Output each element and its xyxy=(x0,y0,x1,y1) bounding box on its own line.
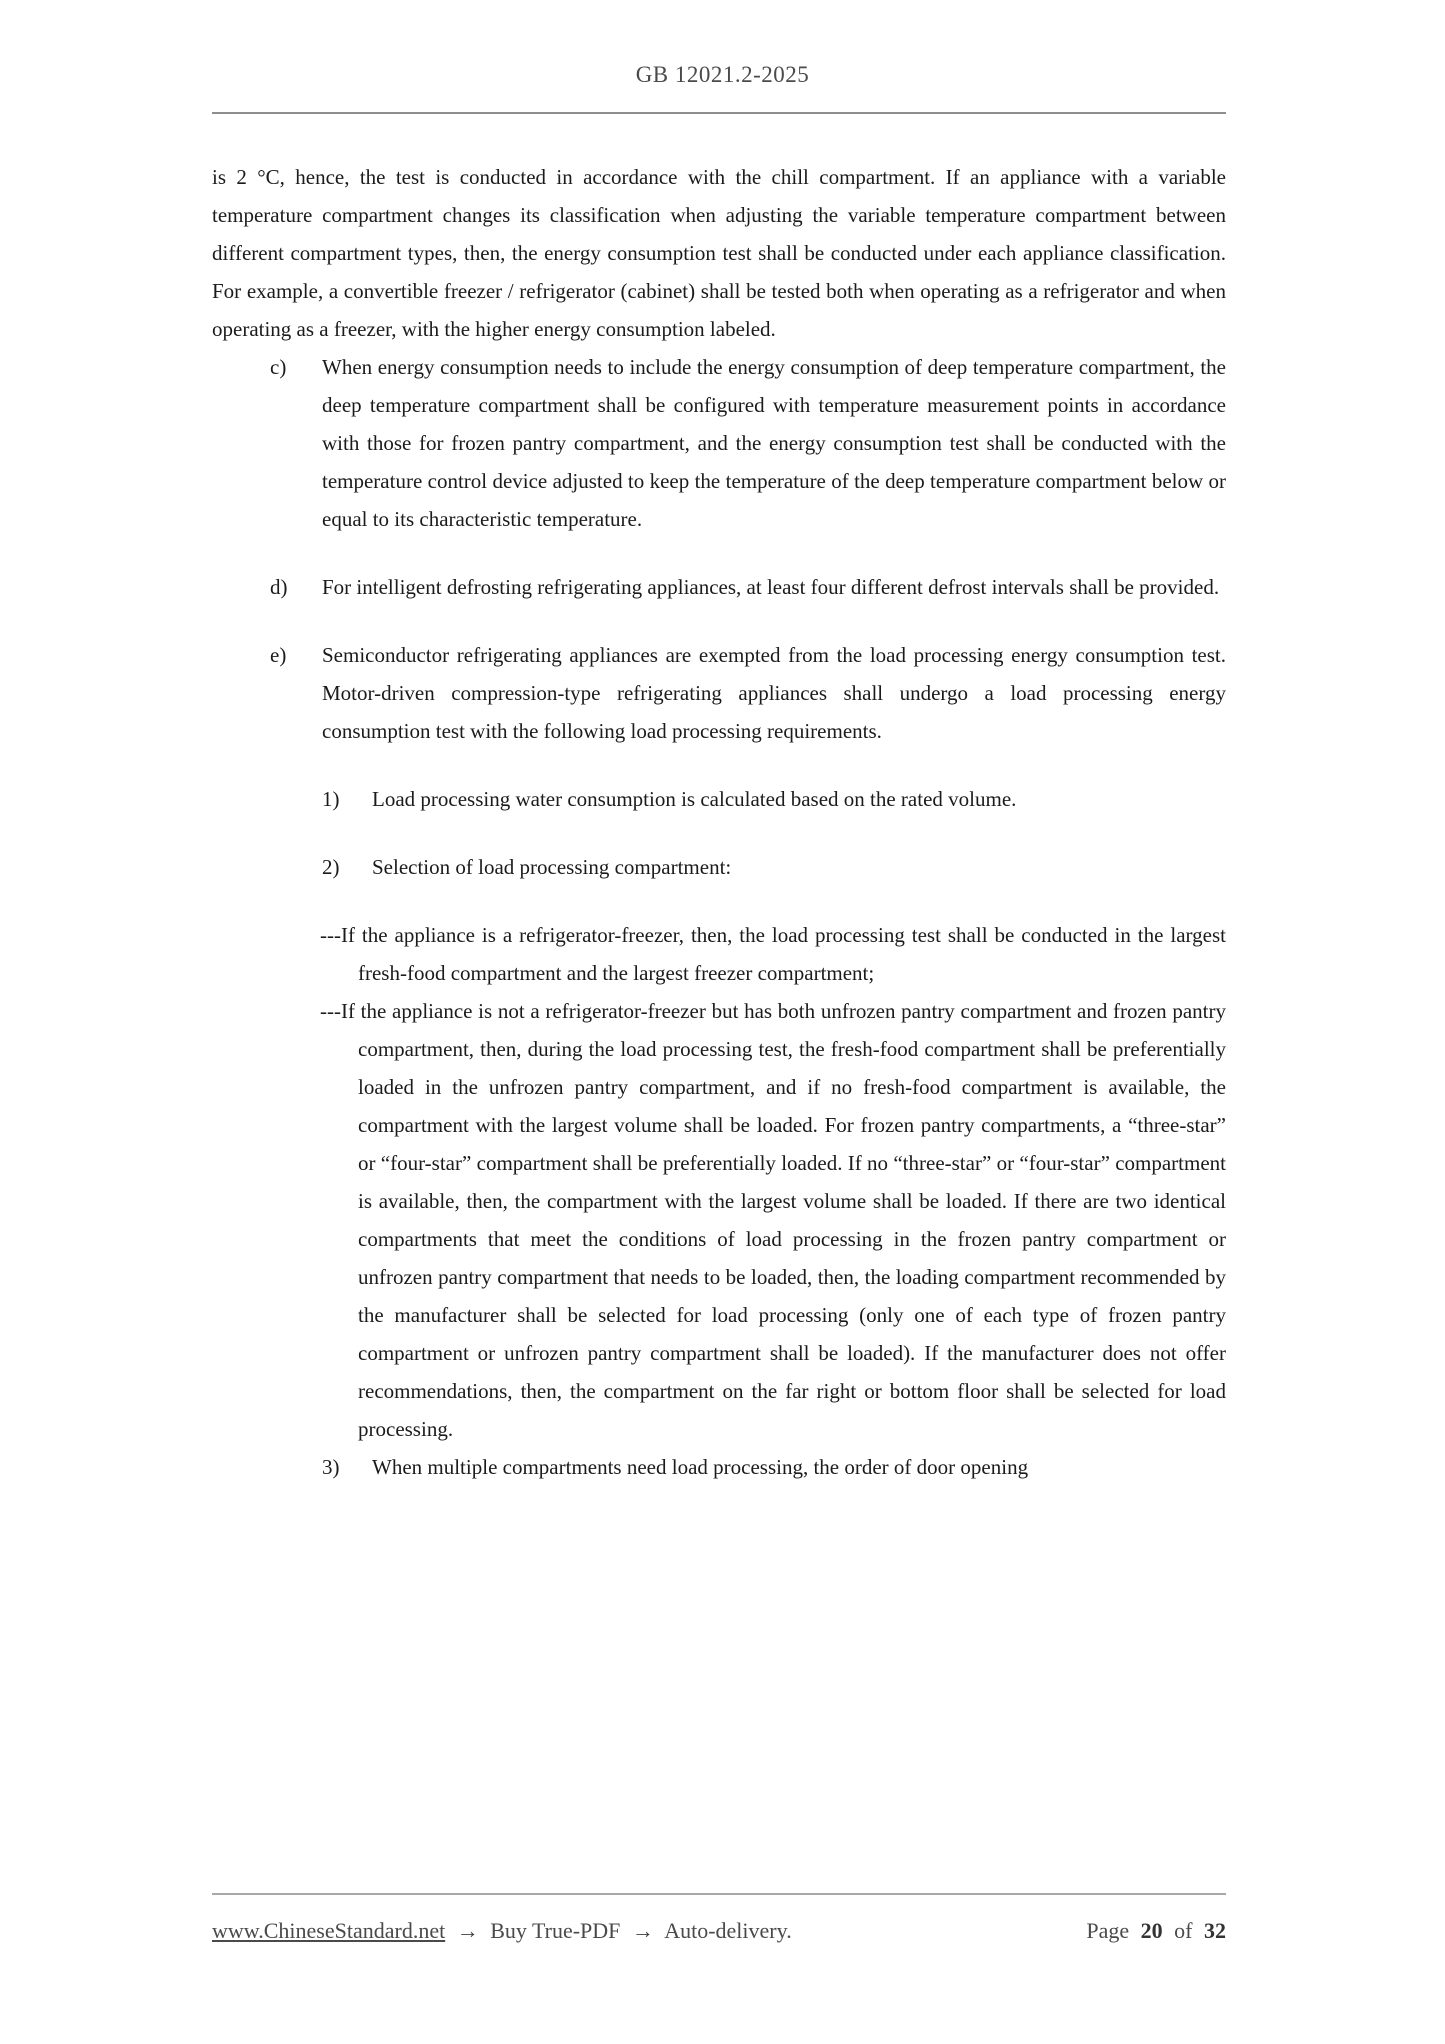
list-item-label: c) xyxy=(270,355,287,379)
of-label: of xyxy=(1174,1918,1193,1943)
website-link[interactable]: www.ChineseStandard.net xyxy=(212,1918,446,1943)
right-arrow-icon: → xyxy=(456,1918,479,1943)
right-arrow-icon: → xyxy=(631,1918,654,1943)
list-item-label: d) xyxy=(270,575,288,599)
sub-item-label: 2) xyxy=(322,855,340,879)
header-rule xyxy=(212,112,1226,114)
delivery-text: Auto-delivery. xyxy=(664,1918,792,1943)
list-item-d xyxy=(212,568,1226,606)
list-item-text: When energy consumption needs to include the energy consumption of deep temperature compartment, the deep temperature compartment shall be configured with temperature measurement points in accordance with those for frozen pantry compartment, and the energy consumption test shall be conducted with the temperature control device adjusted to keep the temperature of the deep temperature compartment below or equal to its characteristic temperature. xyxy=(322,355,1226,531)
sub-item-label: 1) xyxy=(322,787,340,811)
page-current: 20 xyxy=(1140,1918,1163,1943)
buy-text: Buy True-PDF xyxy=(490,1918,621,1943)
sub-item-text: When multiple compartments need load processing, the order of door opening xyxy=(372,1455,1029,1479)
list-item-label: e) xyxy=(270,643,287,667)
page-total: 32 xyxy=(1204,1918,1226,1943)
dash-item-2: ---If the appliance is not a refrigerator-freezer but has both unfrozen pantry compartment and frozen pantry compartment, then, during the load processing test, the fresh-food compartment shall be preferentially loaded in the unfrozen pantry compartment, and if no fresh-food compartment is available, the compartment with the largest volume shall be loaded. For frozen pantry compartments, a “three-star” or “four-star” compartment shall be preferentially loaded. If no “three-star” or “four-star” compartment is available, then, the compartment with the largest volume shall be loaded. If there are two identical compartments that meet the conditions of load processing in the frozen pantry compartment or unfrozen pantry compartment that needs to be loaded, then, the loading compartment recommended by the manufacturer shall be selected for load processing (only one of each type of frozen pantry compartment or unfrozen pantry compartment shall be loaded). If the manufacturer does not offer recommendations, then, the compartment on the far right or bottom floor shall be selected for load processing. xyxy=(320,999,1226,1441)
sub-item-label: 3) xyxy=(322,1455,340,1479)
list-item-e xyxy=(212,636,1226,750)
intro-paragraph: is 2 °C, hence, the test is conducted in accordance with the chill compartment. If an appliance with a variable temperature compartment changes its classification when adjusting the variable temperature compartment between different compartment types, then, the energy consumption test shall be conducted under each appliance classification. For example, a convertible freezer / refrigerator (cabinet) shall be tested both when operating as a refrigerator and when operating as a freezer, with the higher energy consumption labeled. xyxy=(212,165,1226,341)
footer-promo xyxy=(212,1918,792,1944)
sub-item-3 xyxy=(212,1448,1226,1486)
sub-item-text: Selection of load processing compartment: xyxy=(372,855,732,879)
dash-item-1: ---If the appliance is a refrigerator-freezer, then, the load processing test shall be conducted in the largest fresh-food compartment and the largest freezer compartment; xyxy=(320,923,1226,985)
sub-item-2 xyxy=(212,848,1226,886)
sub-item-1 xyxy=(212,780,1226,818)
list-item-text: For intelligent defrosting refrigerating appliances, at least four different defrost intervals shall be provided. xyxy=(322,575,1220,599)
standard-number: GB 12021.2-2025 xyxy=(635,62,810,87)
page-indicator xyxy=(1086,1918,1226,1944)
footer-rule xyxy=(212,1893,1226,1895)
list-item-text: Semiconductor refrigerating appliances are exempted from the load processing energy consumption test. Motor-driven compression-type refrigerating appliances shall undergo a load processing energy consumption test with the following load processing requirements. xyxy=(322,643,1226,743)
page-label: Page xyxy=(1086,1918,1130,1943)
list-item-c xyxy=(212,348,1226,538)
sub-item-text: Load processing water consumption is calculated based on the rated volume. xyxy=(372,787,1017,811)
document-body xyxy=(212,158,1226,1516)
page-footer xyxy=(212,1918,1226,1944)
